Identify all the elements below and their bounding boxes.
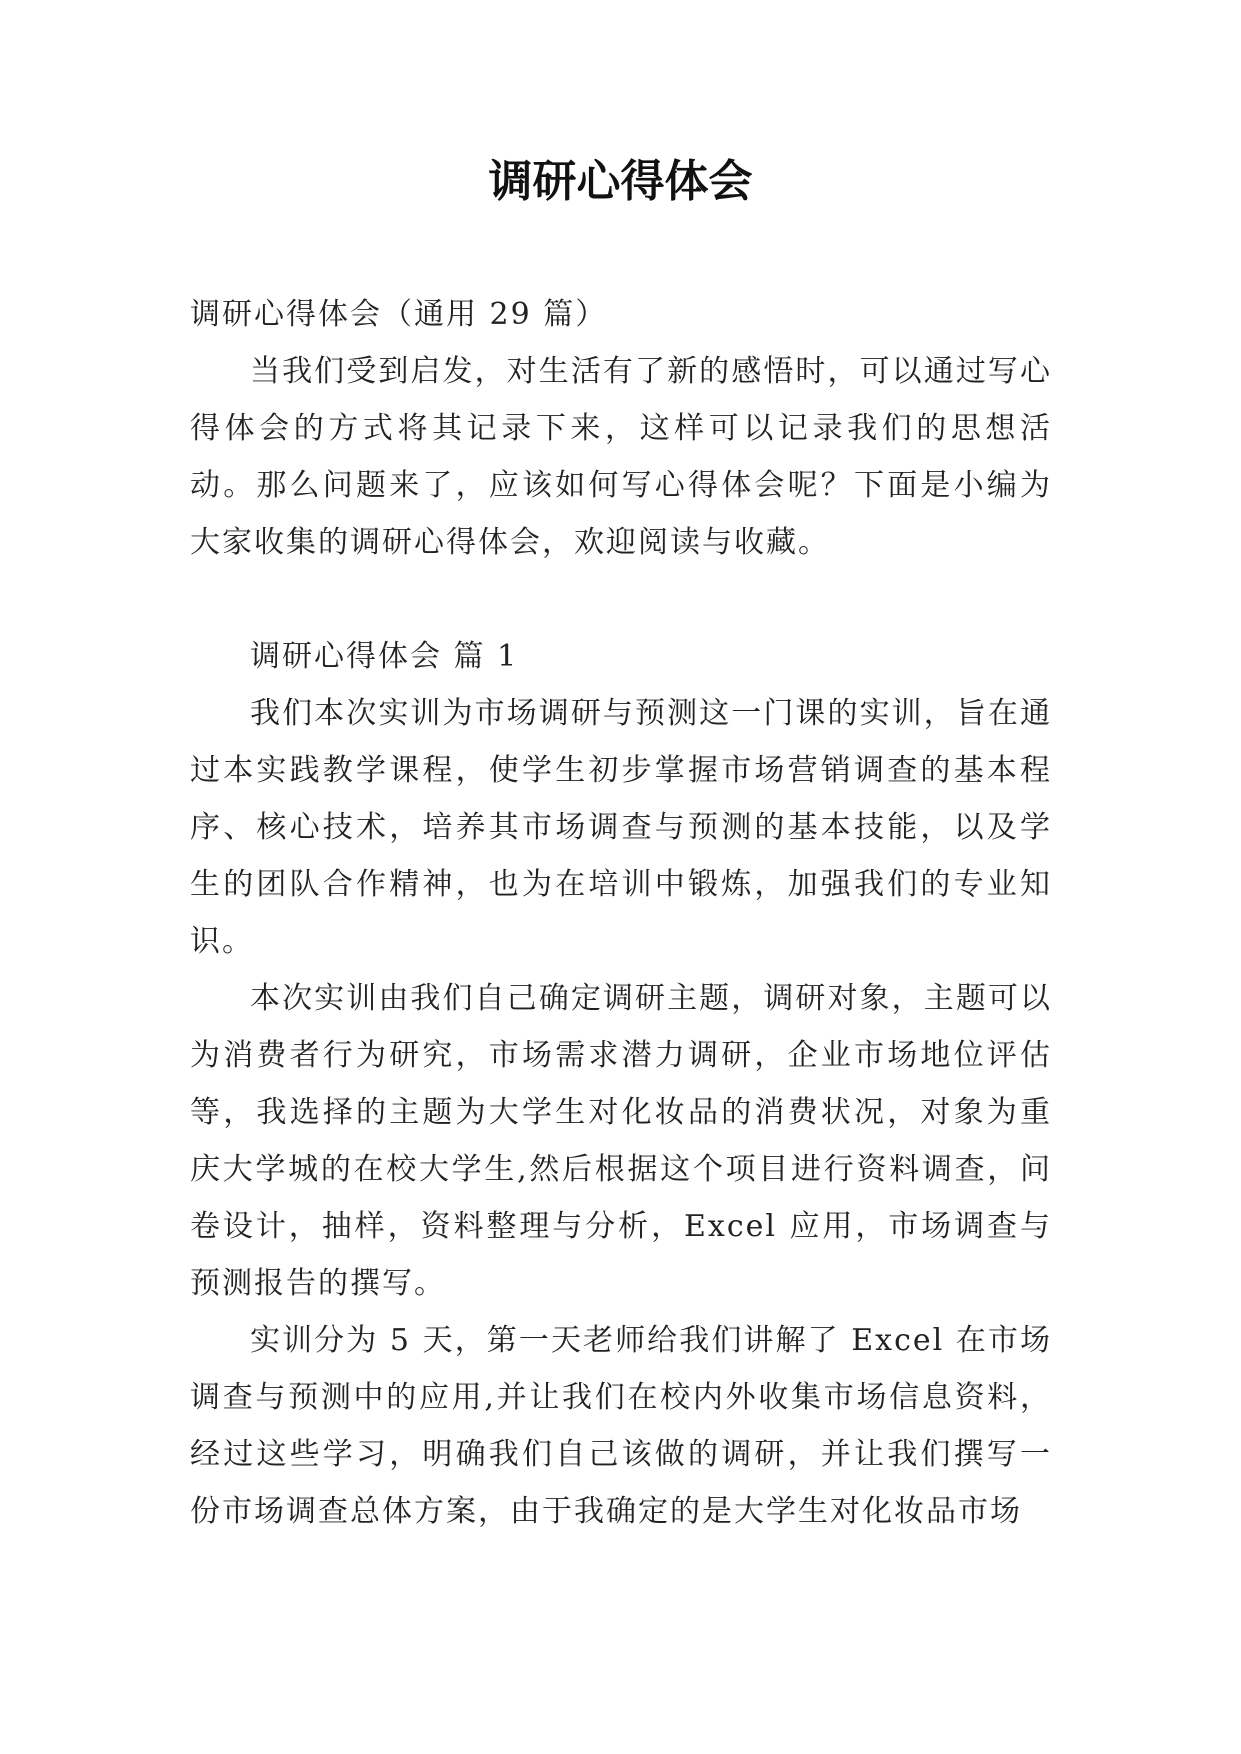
body-paragraph: 我们本次实训为市场调研与预测这一门课的实训，旨在通过本实践教学课程，使学生初步掌握市场营销调查的基本程序、核心技术，培养其市场调查与预测的基本技能，以及学生的团队合作精神，也为在培训中锻炼，加强我们的专业知识。 <box>190 696 1052 959</box>
body-paragraph: 本次实训由我们自己确定调研主题，调研对象，主题可以为消费者行为研究，市场需求潜力调研，企业市场地位评估等，我选择的主题为大学生对化妆品的消费状况，对象为重庆大学城的在校大学生,然后根据这个项目进行资料调查，问卷设计，抽样，资料整理与分析，Excel 应用，市场调查与预测报告的撰写。 <box>190 981 1052 1301</box>
section-spacer <box>190 571 1052 628</box>
section-heading: 调研心得体会 篇 1 <box>250 639 519 674</box>
body-paragraph: 实训分为 5 天，第一天老师给我们讲解了 Excel 在市场调查与预测中的应用,并让我们在校内外收集市场信息资料，经过这些学习，明确我们自己该做的调研，并让我们撰写一份市场调查总体方案，由于我确定的是大学生对化妆品市场 <box>190 1323 1052 1529</box>
intro-paragraph: 当我们受到启发，对生活有了新的感悟时，可以通过写心得体会的方式将其记录下来，这样可以记录我们的思想活动。那么问题来了，应该如何写心得体会呢？下面是小编为大家收集的调研心得体会，欢迎阅读与收藏。 <box>190 354 1052 560</box>
document-title: 调研心得体会 <box>488 156 753 207</box>
document-subtitle: 调研心得体会（通用 29 篇） <box>190 297 608 332</box>
document-body <box>190 286 1052 1540</box>
